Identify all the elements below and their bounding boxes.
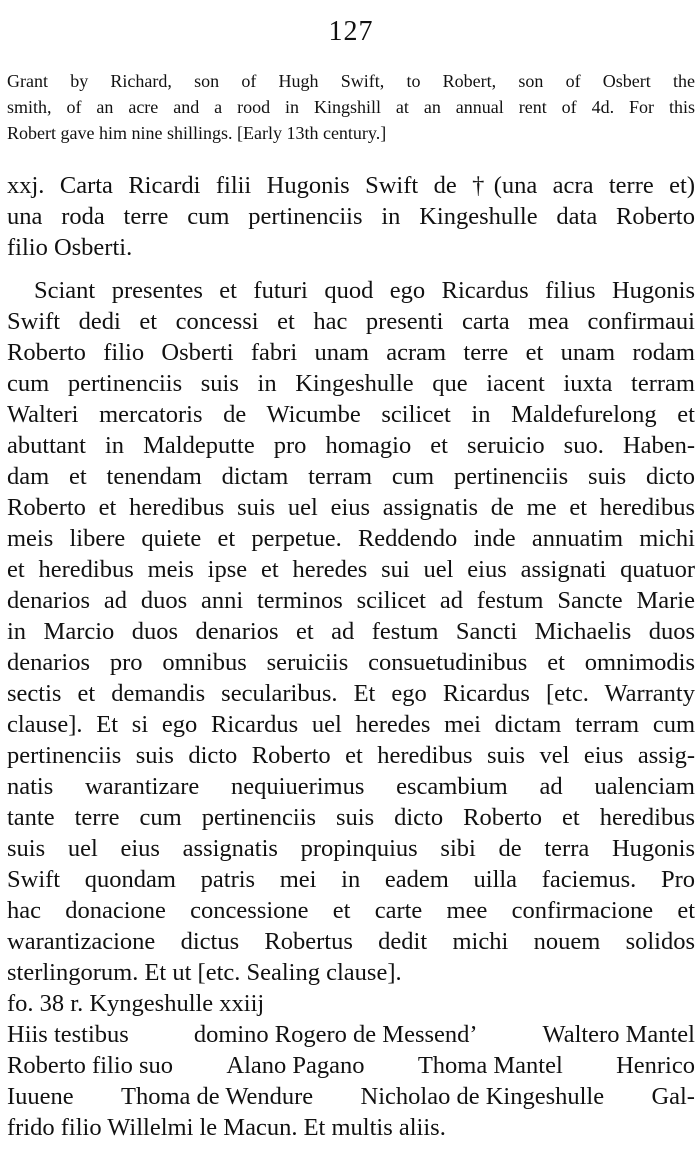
- witness-line: frido filio Willelmi le Macun. Et multis aliis.: [7, 1114, 446, 1141]
- witness-list: [7, 1019, 695, 1143]
- body-line: cum pertinenciis suis in Kingeshulle que iacent iuxta terram: [7, 370, 695, 397]
- body-line: Roberto et heredibus suis uel eius assignatis de me et heredibus: [7, 494, 695, 521]
- charter-text: [7, 170, 695, 1143]
- witness-entry: Roberto filio suo: [7, 1052, 174, 1079]
- body-line: Sciant presentes et futuri quod ego Ricardus filius Hugonis: [34, 277, 695, 304]
- body-line: warantizacione dictus Robertus dedit michi nouem solidos: [7, 928, 695, 955]
- body-line: sectis et demandis secularibus. Et ego Ricardus [etc. Warranty: [7, 680, 695, 707]
- charter-body: [7, 275, 695, 988]
- body-line: Walteri mercatoris de Wicumbe scilicet in Maldefurelong et: [7, 401, 695, 428]
- heading-line: una roda terre cum pertinenciis in Kingeshulle data Roberto: [7, 203, 695, 230]
- witness-entry: Alano Pagano: [226, 1052, 365, 1079]
- charter-heading: [7, 170, 695, 263]
- body-line: Swift quondam patris mei in eadem uilla faciemus. Pro: [7, 866, 695, 893]
- abstract-line: Robert gave him nine shillings. [Early 13th century.]: [7, 123, 387, 143]
- witness-entry: Thoma de Wendure: [121, 1083, 314, 1110]
- body-line: hac donacione concessione et carte mee confirmacione et: [7, 897, 695, 924]
- witness-entry: Nicholao de Kingeshulle: [360, 1083, 605, 1110]
- body-line: meis libere quiete et perpetue. Reddendo inde annuatim michi: [7, 525, 695, 552]
- body-line: Roberto filio Osberti fabri unam acram terre et unam rodam: [7, 339, 695, 366]
- witness-entry: domino Rogero de Messend’: [193, 1021, 478, 1048]
- body-line: pertinenciis suis dicto Roberto et heredibus suis vel eius assig-: [7, 742, 695, 769]
- witness-entry: Thoma Mantel: [417, 1052, 563, 1079]
- witness-entry: Iuuene: [7, 1083, 74, 1110]
- witness-line: [7, 1019, 695, 1050]
- folio-note: fo. 38 r. Kyngeshulle xxiij: [7, 990, 265, 1017]
- body-line: clause]. Et si ego Ricardus uel heredes mei dictam terram cum: [7, 711, 695, 738]
- witness-line: [7, 1050, 695, 1081]
- english-abstract: [7, 68, 695, 146]
- abstract-line: Grant by Richard, son of Hugh Swift, to Robert, son of Osbert the: [7, 71, 695, 91]
- body-line: tante terre cum pertinenciis suis dicto Roberto et heredibus: [7, 804, 695, 831]
- body-line: Swift dedi et concessi et hac presenti carta mea confirmaui: [7, 308, 695, 335]
- witness-entry: Hiis testibus: [7, 1021, 129, 1048]
- body-line: suis uel eius assignatis propinquius sibi de terra Hugonis: [7, 835, 695, 862]
- body-line: in Marcio duos denarios et ad festum Sancti Michaelis duos: [7, 618, 695, 645]
- witness-entry: Gal-: [651, 1083, 695, 1110]
- witness-entry: Waltero Mantel: [542, 1021, 695, 1048]
- heading-line: filio Osberti.: [7, 234, 133, 261]
- witness-line: [7, 1081, 695, 1112]
- body-line: denarios ad duos anni terminos scilicet ad festum Sancte Marie: [7, 587, 695, 614]
- witness-entry: Henrico: [616, 1052, 695, 1079]
- body-line: natis warantizare nequiuerimus escambium ad ualenciam: [7, 773, 695, 800]
- page-number: 127: [328, 16, 374, 47]
- body-line: et heredibus meis ipse et heredes sui uel eius assignati quatuor: [7, 556, 695, 583]
- heading-line: xxj. Carta Ricardi filii Hugonis Swift de †(una acra terre et): [7, 172, 695, 199]
- body-line: denarios pro omnibus seruiciis consuetudinibus et omnimodis: [7, 649, 695, 676]
- body-line: dam et tenendam dictam terram cum pertinenciis suis dicto: [7, 463, 695, 490]
- body-line: abuttant in Maldeputte pro homagio et seruicio suo. Haben-: [7, 432, 695, 459]
- body-line: sterlingorum. Et ut [etc. Sealing clause].: [7, 959, 402, 986]
- abstract-line: smith, of an acre and a rood in Kingshill at an annual rent of 4d. For this: [7, 97, 695, 117]
